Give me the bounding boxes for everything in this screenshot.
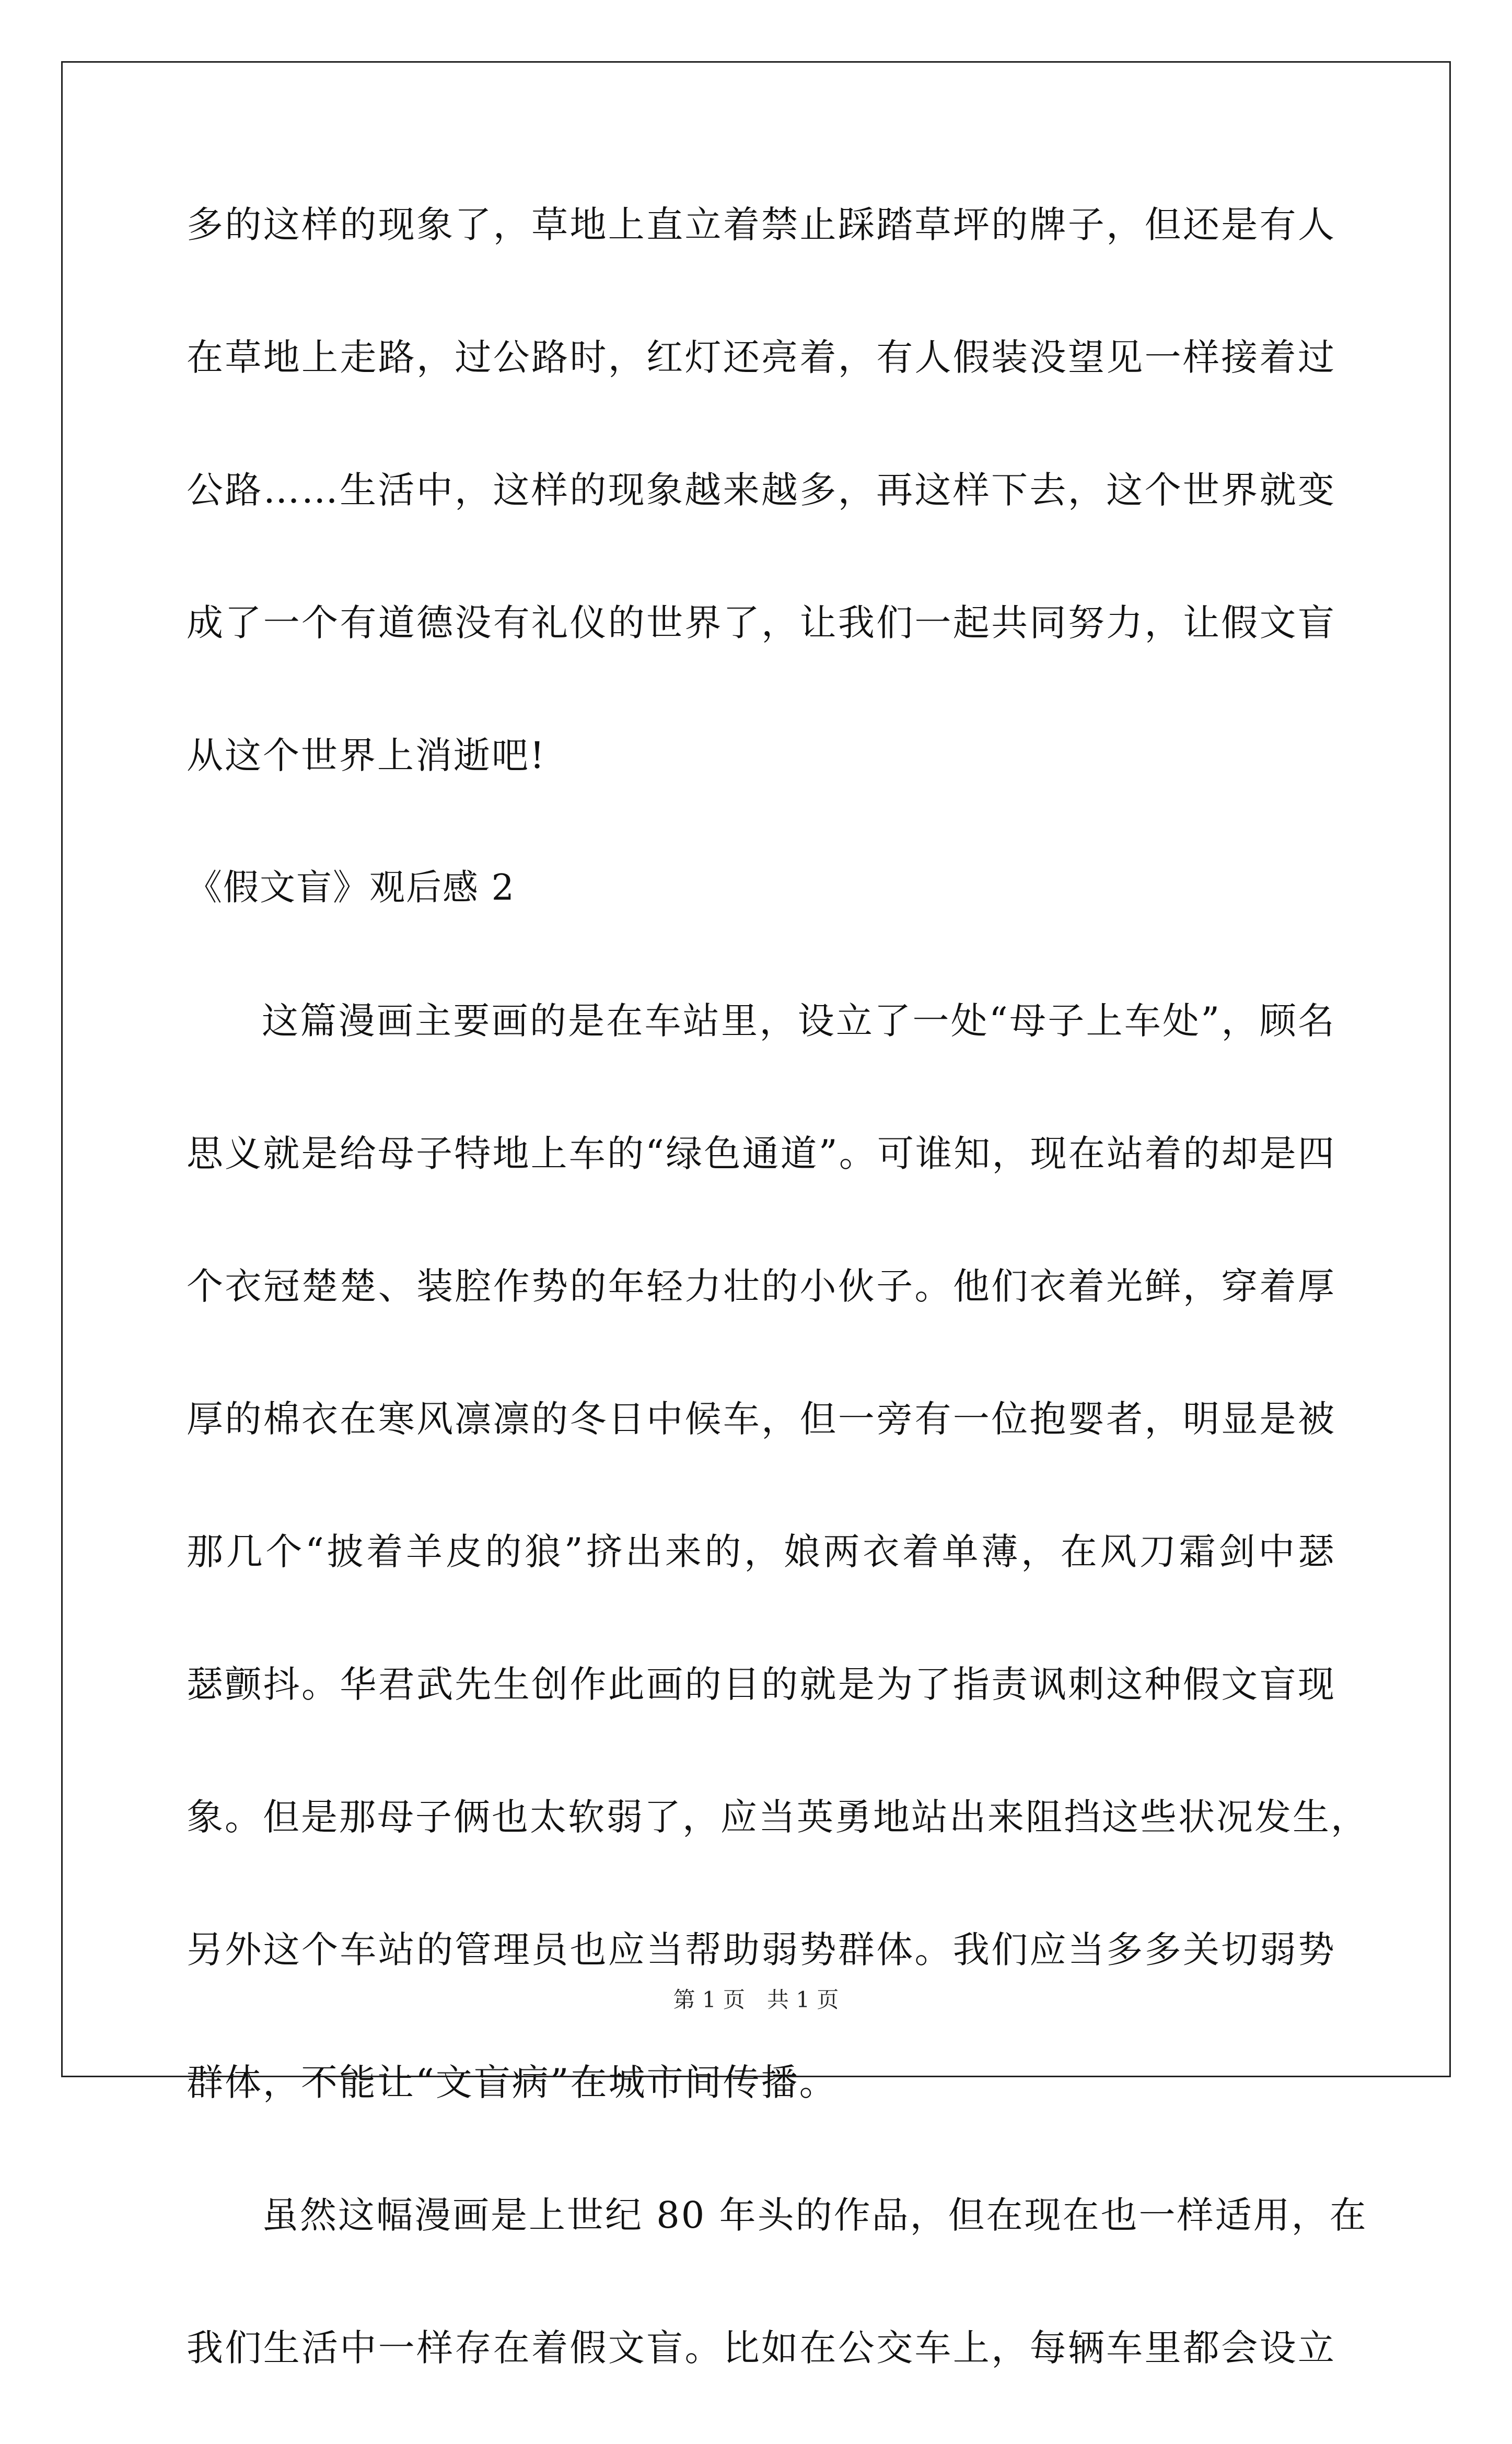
text-line: 成了一个有道德没有礼仪的世界了，让我们一起共同努力，让假文盲: [187, 601, 1336, 644]
text-line: 个衣冠楚楚、装腔作势的年轻力壮的小伙子。他们衣着光鲜，穿着厚: [187, 1265, 1336, 1308]
section-heading: 《假文盲》观后感 2: [187, 867, 515, 909]
text-line: 厚的棉衣在寒风凛凛的冬日中候车，但一旁有一位抱婴者，明显是被: [187, 1398, 1336, 1440]
text-line: 另外这个车站的管理员也应当帮助弱势群体。我们应当多多关切弱势: [187, 1928, 1336, 1971]
text-line: 我们生活中一样存在着假文盲。比如在公交车上，每辆车里都会设立: [187, 2326, 1336, 2369]
document-body: [187, 188, 1369, 2444]
text-line: 群体，不能让“文盲病”在城市间传播。: [187, 2061, 838, 2104]
text-line: 多的这样的现象了，草地上直立着禁止踩踏草坪的牌子，但还是有人: [187, 203, 1336, 246]
text-line: 瑟颤抖。华君武先生创作此画的目的就是为了指责讽刺这种假文盲现: [187, 1663, 1336, 1706]
text-line: 从这个世界上消逝吧!: [187, 734, 546, 777]
text-line: 公路……生活中，这样的现象越来越多，再这样下去，这个世界就变: [187, 469, 1336, 511]
text-line: 在草地上走路，过公路时，红灯还亮着，有人假装没望见一样接着过: [187, 336, 1336, 379]
page-number: 第 1 页 共 1 页: [673, 1987, 839, 2012]
text-line: 象。但是那母子俩也太软弱了，应当英勇地站出来阻挡这些状况发生，: [187, 1796, 1369, 1838]
text-line: 这篇漫画主要画的是在车站里，设立了一处“母子上车处”，顾名: [262, 999, 1336, 1042]
text-line: 虽然这幅漫画是上世纪 80 年头的作品，但在现在也一样适用，在: [262, 2194, 1368, 2237]
text-line: 那几个“披着羊皮的狼”挤出来的，娘两衣着单薄，在风刀霜剑中瑟: [187, 1530, 1336, 1573]
page-footer: [0, 1984, 1512, 2016]
text-line: 思义就是给母子特地上车的“绿色通道”。可谁知，现在站着的却是四: [187, 1132, 1336, 1175]
